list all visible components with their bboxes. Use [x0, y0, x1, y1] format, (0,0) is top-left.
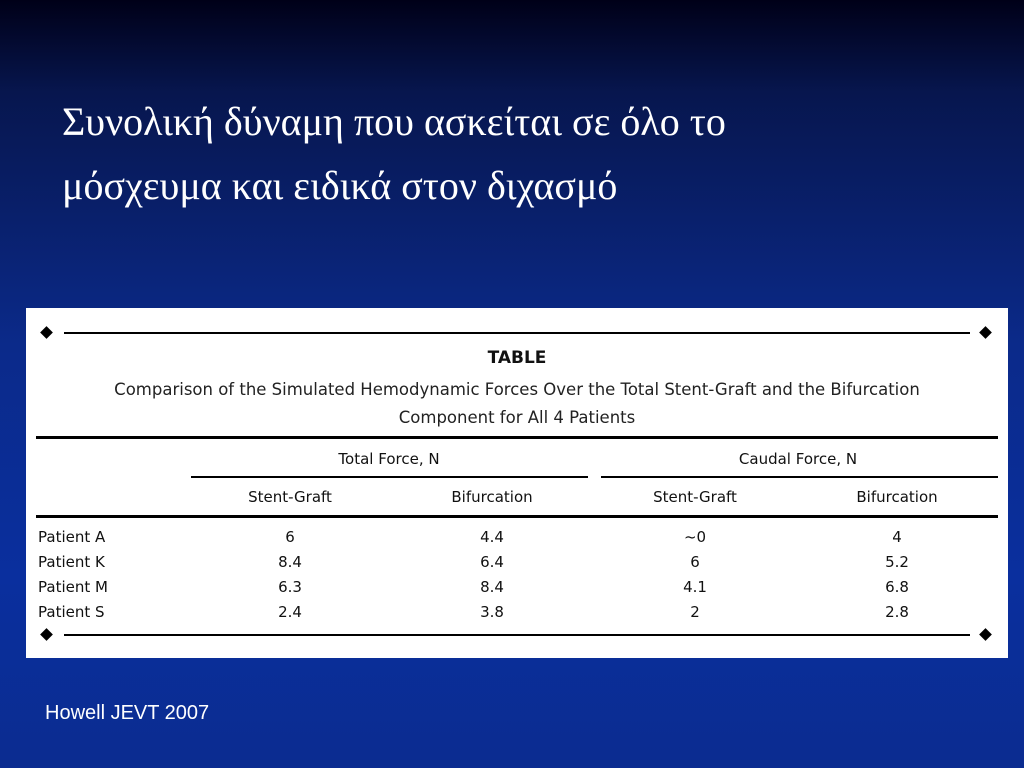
table-cell: 6	[690, 553, 700, 571]
table-cell: ~0	[683, 528, 707, 546]
group-header-caudal-force: Caudal Force, N	[738, 450, 858, 468]
diamond-ornament-icon	[979, 326, 992, 339]
table-caption-line2: Component for All 4 Patients	[398, 408, 636, 427]
table-cell: 6	[285, 528, 295, 546]
table-cell: 4.4	[480, 528, 504, 546]
subheader-caudal-stent-graft: Stent-Graft	[653, 488, 737, 506]
subheader-total-stent-graft: Stent-Graft	[248, 488, 332, 506]
subheader-caudal-bifurcation: Bifurcation	[856, 488, 938, 506]
citation-footer: Howell JEVT 2007	[45, 702, 210, 724]
diamond-ornament-icon	[979, 628, 992, 641]
slide-title-line2: μόσχευμα και ειδικά στον διχασμό	[62, 163, 618, 208]
subheader-total-bifurcation: Bifurcation	[451, 488, 533, 506]
table-cell: 6.4	[480, 553, 504, 571]
header-top-rule	[36, 436, 998, 439]
table-caption	[56, 376, 978, 432]
top-rule	[64, 332, 970, 334]
slide-title	[62, 90, 942, 218]
table-cell: 3.8	[480, 603, 504, 621]
table-cell: 2	[690, 603, 700, 621]
row-patient-label: Patient A	[38, 528, 106, 546]
group-rule-caudal	[601, 476, 998, 478]
table-cell: 2.8	[885, 603, 909, 621]
table-cell: 2.4	[278, 603, 302, 621]
table-caption-line1: Comparison of the Simulated Hemodynamic Forces Over the Total Stent-Graft and the Bifurcation	[114, 380, 920, 399]
header-bottom-rule	[36, 515, 998, 518]
table-cell: 6.3	[278, 578, 302, 596]
row-patient-label: Patient S	[38, 603, 105, 621]
slide-title-line1: Συνολική δύναμη που ασκείται σε όλο το	[62, 99, 726, 144]
row-patient-label: Patient K	[38, 553, 105, 571]
table-cell: 4	[892, 528, 902, 546]
table-label: TABLE	[487, 348, 547, 368]
diamond-ornament-icon	[40, 628, 53, 641]
group-rule-total	[191, 476, 588, 478]
table-cell: 8.4	[480, 578, 504, 596]
table-cell: 4.1	[683, 578, 707, 596]
table-image	[26, 308, 1008, 658]
diamond-ornament-icon	[40, 326, 53, 339]
bottom-rule	[64, 634, 970, 636]
table-cell: 8.4	[278, 553, 302, 571]
row-patient-label: Patient M	[38, 578, 108, 596]
table-cell: 6.8	[885, 578, 909, 596]
group-header-total-force: Total Force, N	[338, 450, 440, 468]
table-cell: 5.2	[885, 553, 909, 571]
